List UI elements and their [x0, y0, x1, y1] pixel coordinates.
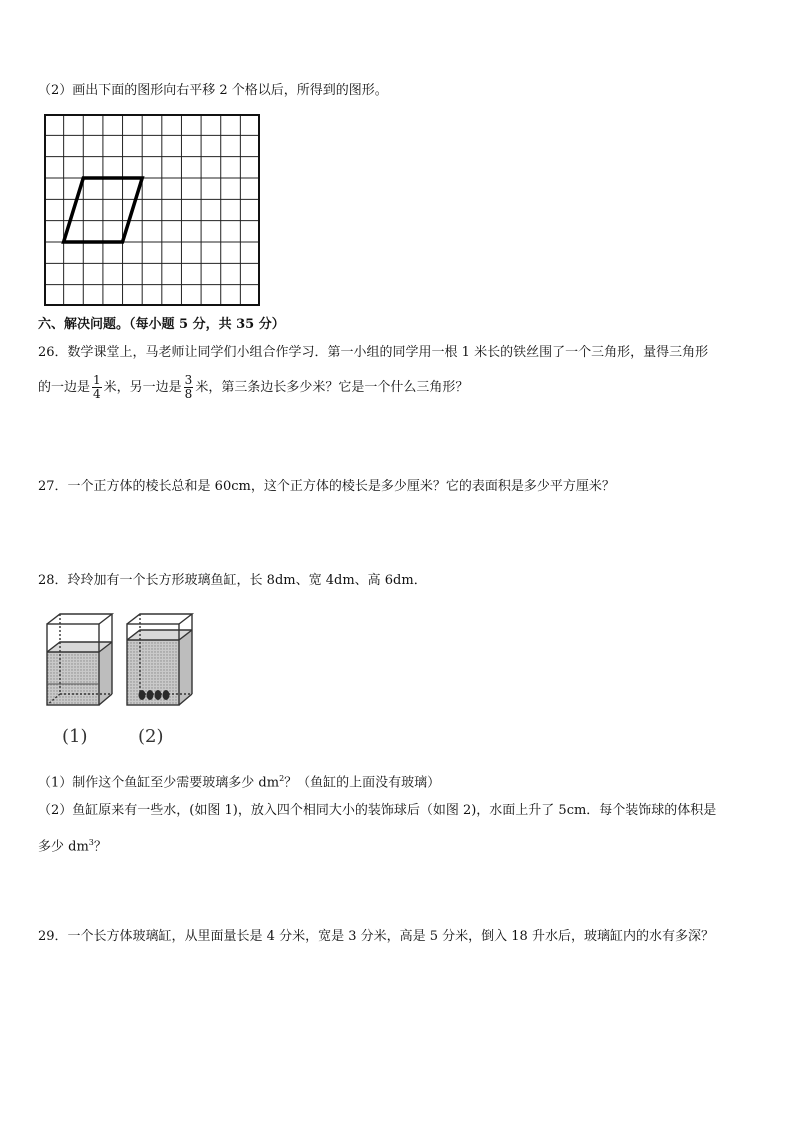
q26-text-b: 米，另一边是 [103, 379, 182, 395]
fish-tank-figure-2 [124, 612, 196, 708]
fraction-denominator: 8 [184, 387, 193, 401]
q28-sub2-text-b: ？ [93, 839, 107, 855]
section-heading: 六、解决问题。（每小题 5 分，共 35 分） [38, 317, 285, 332]
q28-sub1 [38, 770, 440, 792]
fraction-one-quarter [92, 374, 102, 401]
q28-sub2-sup: 3 [88, 838, 94, 847]
figure-caption-2: (2) [138, 726, 164, 747]
q28-sub1-sup: 2 [279, 774, 285, 783]
q28-text: 28．玲玲加有一个长方形玻璃鱼缸，长 8dm、宽 4dm、高 6dm． [38, 573, 427, 588]
fraction-denominator: 4 [93, 387, 101, 401]
figure-caption-1: (1) [62, 726, 88, 747]
fish-tank-figure-1 [44, 612, 116, 708]
q28-sub2-text-a: 多少 dm [38, 839, 89, 855]
q26-text-a: 的一边是 [38, 379, 91, 395]
fraction-numerator: 3 [184, 373, 193, 387]
q28-sub2-line2 [38, 834, 107, 856]
q28-sub1-text-a: （1）制作这个鱼缸至少需要玻璃多少 dm [38, 775, 280, 791]
q26-text-c: 米，第三条边长多少米？它是一个什么三角形？ [195, 379, 469, 395]
q28-sub2-line1: （2）鱼缸原来有一些水，(如图 1)，放入四个相同大小的装饰球后（如图 2)，水面上升了 5cm．每个装饰球的体积是 [38, 803, 717, 818]
q26-line2 [38, 374, 468, 401]
q26-line1: 26．数学课堂上，马老师让同学们小组合作学习．第一小组的同学用一根 1 米长的铁丝围了一个三角形，量得三角形 [38, 345, 709, 360]
q29-text: 29．一个长方体玻璃缸，从里面量长是 4 分米，宽是 3 分米，高是 5 分米，倒入 18 升水后，玻璃缸内的水有多深？ [38, 929, 714, 944]
grid-figure [44, 114, 260, 306]
fraction-three-eighths [184, 374, 194, 401]
translate-prompt: （2）画出下面的图形向右平移 2 个格以后，所得到的图形。 [38, 83, 388, 98]
q28-sub1-text-b: ？（鱼缸的上面没有玻璃） [284, 775, 441, 791]
q27-text: 27．一个正方体的棱长总和是 60cm，这个正方体的棱长是多少厘米？它的表面积是多少平方厘米？ [38, 479, 615, 494]
fraction-numerator: 1 [93, 373, 101, 387]
